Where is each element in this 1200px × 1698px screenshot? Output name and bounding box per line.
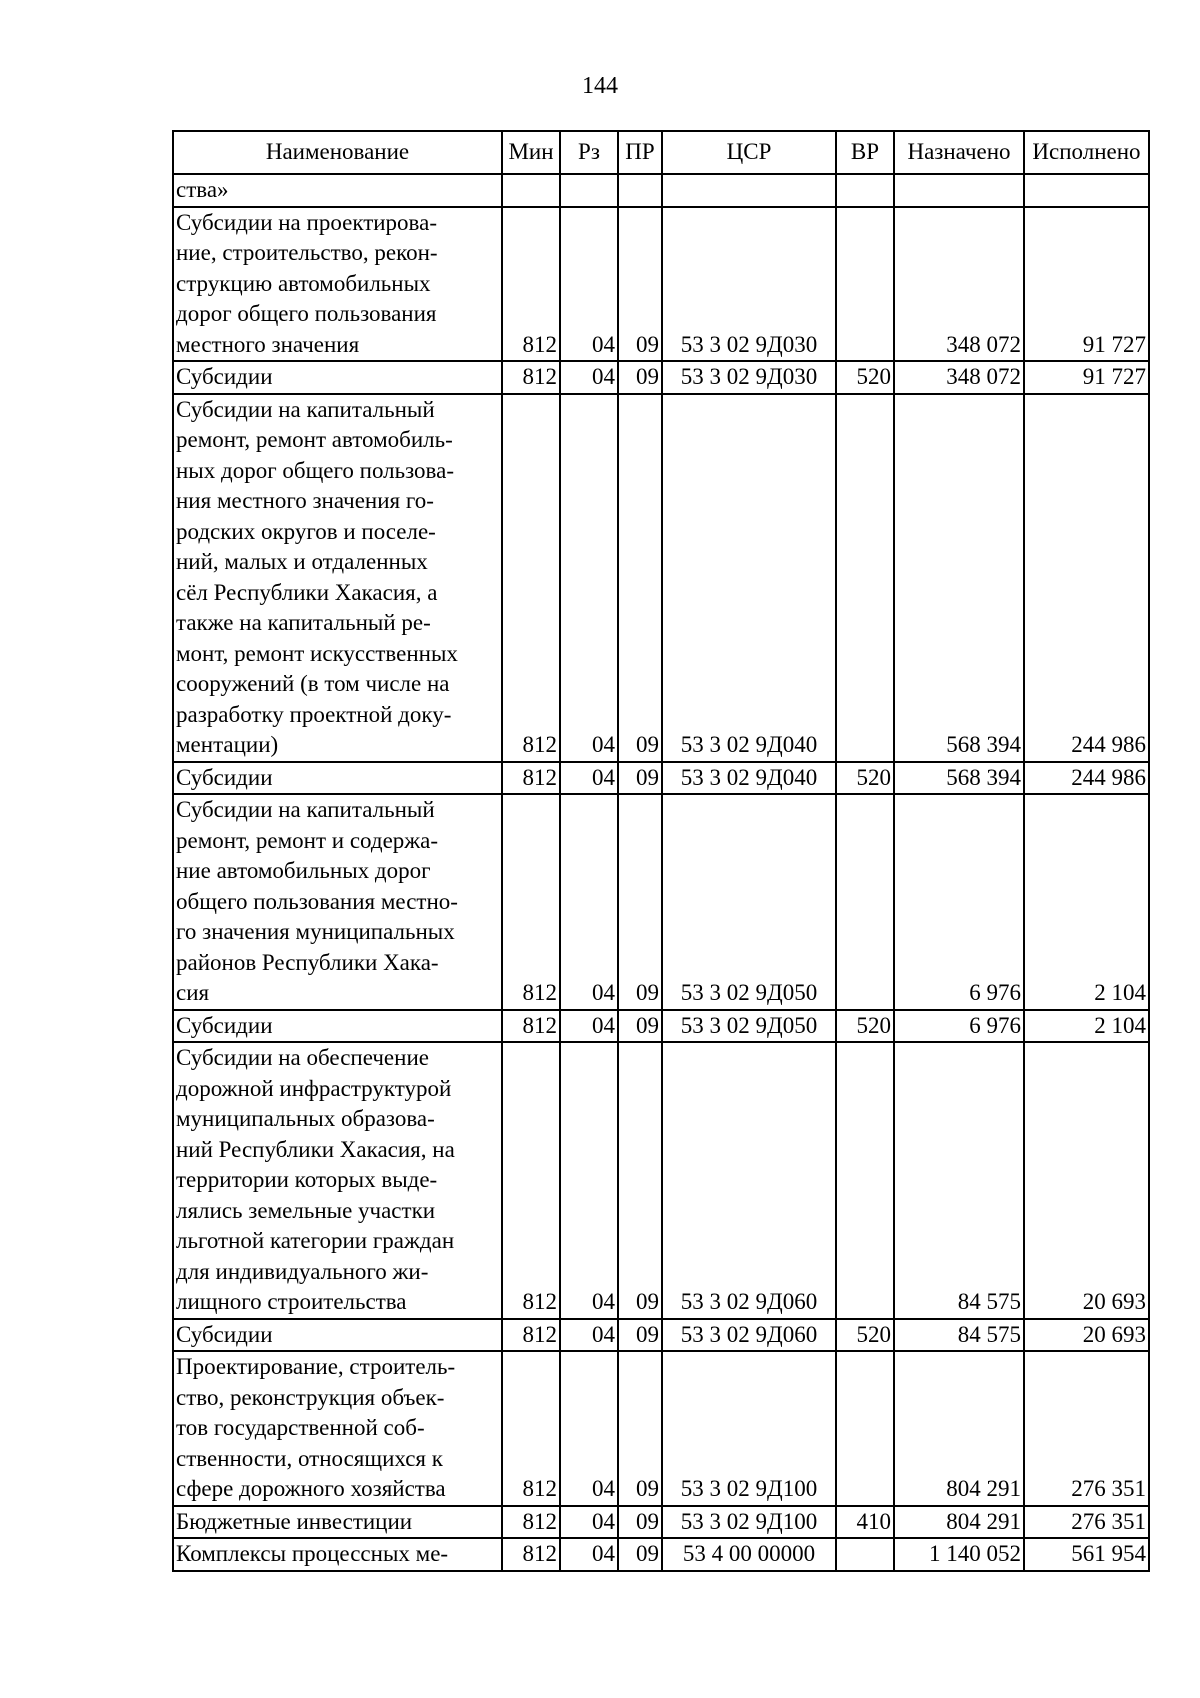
col-header-vr: ВР [836, 131, 894, 174]
cell-pr: 09 [618, 1010, 662, 1043]
cell-rz: 04 [560, 762, 618, 795]
cell-rz [560, 174, 618, 207]
cell-executed: 20 693 [1024, 1042, 1149, 1319]
cell-pr: 09 [618, 1351, 662, 1506]
cell-assigned: 84 575 [894, 1042, 1024, 1319]
budget-table [172, 130, 1150, 1572]
row-name-text: Субсидии на капитальный ремонт, ремонт автомобиль- ных дорог общего пользова- ния местного значения го- родских округов и поселе- ний, малых и отдаленных сёл Республики Хакасия, а также на капитальный ре- монт, ремонт искусственных сооружений (в том числе на разработку проектной доку- ментации) [176, 396, 458, 757]
cell-min: 812 [502, 1351, 560, 1506]
cell-rz: 04 [560, 1319, 618, 1352]
cell-rz: 04 [560, 394, 618, 762]
cell-csr: 53 3 02 9Д030 [662, 207, 836, 362]
row-name-text: ства» [176, 177, 229, 202]
table-row [173, 1506, 1149, 1539]
cell-executed: 561 954 [1024, 1538, 1149, 1571]
cell-min: 812 [502, 361, 560, 394]
cell-csr: 53 3 02 9Д030 [662, 361, 836, 394]
table-row [173, 361, 1149, 394]
cell-vr [836, 207, 894, 362]
table-header [173, 131, 1149, 174]
cell-vr [836, 174, 894, 207]
cell-vr [836, 794, 894, 1010]
cell-min: 812 [502, 1506, 560, 1539]
cell-rz: 04 [560, 1538, 618, 1571]
cell-vr [836, 1351, 894, 1506]
table-row [173, 1010, 1149, 1043]
cell-assigned [894, 174, 1024, 207]
cell-pr: 09 [618, 394, 662, 762]
cell-min [502, 174, 560, 207]
table-row [173, 1319, 1149, 1352]
col-header-executed: Исполнено [1024, 131, 1149, 174]
cell-vr: 520 [836, 1010, 894, 1043]
cell-assigned: 568 394 [894, 762, 1024, 795]
table-row [173, 1351, 1149, 1506]
cell-pr: 09 [618, 1506, 662, 1539]
cell-min: 812 [502, 1538, 560, 1571]
table-row [173, 762, 1149, 795]
cell-csr: 53 4 00 00000 [662, 1538, 836, 1571]
cell-assigned: 348 072 [894, 207, 1024, 362]
cell-vr [836, 1538, 894, 1571]
row-name-text: Субсидии на капитальный ремонт, ремонт и содержа- ние автомобильных дорог общего пользования местно- го значения муниципальных районов Республики Хака- сия [176, 797, 458, 1005]
col-header-csr: ЦСР [662, 131, 836, 174]
col-header-name: Наименование [173, 131, 502, 174]
cell-min: 812 [502, 207, 560, 362]
cell-name [173, 174, 502, 207]
row-name-text: Субсидии на проектирова- ние, строительство, рекон- струкцию автомобильных дорог общего пользования местного значения [176, 209, 438, 357]
cell-min: 812 [502, 762, 560, 795]
col-header-rz: Рз [560, 131, 618, 174]
row-name-text: Субсидии [176, 764, 273, 790]
table-body [173, 174, 1149, 1571]
cell-executed [1024, 174, 1149, 207]
cell-name [173, 1042, 502, 1319]
row-name-text: Субсидии на обеспечение дорожной инфраструктурой муниципальных образова- ний Республики Хакасия, на территории которых выде- лялись земельные участки льготной категории граждан для индивидуального жи- лищного строительства [176, 1045, 455, 1314]
cell-min: 812 [502, 794, 560, 1010]
table-row [173, 1538, 1149, 1571]
cell-rz: 04 [560, 1042, 618, 1319]
row-name-text: Бюджетные инвестиции [176, 1508, 413, 1534]
row-name-text: Комплексы процессных ме- [176, 1541, 449, 1566]
cell-assigned: 84 575 [894, 1319, 1024, 1352]
cell-rz: 04 [560, 1010, 618, 1043]
cell-name [173, 1506, 502, 1539]
table-row [173, 174, 1149, 207]
col-header-assigned: Назначено [894, 131, 1024, 174]
cell-vr [836, 1042, 894, 1319]
cell-csr: 53 3 02 9Д100 [662, 1506, 836, 1539]
cell-rz: 04 [560, 1506, 618, 1539]
cell-csr: 53 3 02 9Д060 [662, 1042, 836, 1319]
col-header-pr: ПР [618, 131, 662, 174]
cell-executed: 276 351 [1024, 1506, 1149, 1539]
col-header-min: Мин [502, 131, 560, 174]
cell-rz: 04 [560, 1351, 618, 1506]
cell-pr: 09 [618, 794, 662, 1010]
cell-executed: 276 351 [1024, 1351, 1149, 1506]
cell-pr: 09 [618, 361, 662, 394]
cell-executed: 2 104 [1024, 1010, 1149, 1043]
cell-executed: 20 693 [1024, 1319, 1149, 1352]
cell-name [173, 394, 502, 762]
cell-executed: 91 727 [1024, 207, 1149, 362]
cell-pr: 09 [618, 1538, 662, 1571]
cell-csr: 53 3 02 9Д040 [662, 762, 836, 795]
cell-name [173, 1351, 502, 1506]
cell-assigned: 6 976 [894, 794, 1024, 1010]
cell-name [173, 361, 502, 394]
header-row [173, 131, 1149, 174]
cell-rz: 04 [560, 207, 618, 362]
cell-min: 812 [502, 1010, 560, 1043]
cell-assigned: 1 140 052 [894, 1538, 1024, 1571]
cell-pr [618, 174, 662, 207]
table-row [173, 394, 1149, 762]
cell-csr: 53 3 02 9Д050 [662, 1010, 836, 1043]
cell-assigned: 804 291 [894, 1351, 1024, 1506]
cell-executed: 244 986 [1024, 394, 1149, 762]
cell-assigned: 6 976 [894, 1010, 1024, 1043]
cell-csr [662, 174, 836, 207]
page-number: 144 [582, 73, 618, 99]
cell-assigned: 348 072 [894, 361, 1024, 394]
cell-name [173, 762, 502, 795]
cell-min: 812 [502, 394, 560, 762]
cell-executed: 244 986 [1024, 762, 1149, 795]
table-row [173, 207, 1149, 362]
cell-name [173, 1010, 502, 1043]
cell-pr: 09 [618, 762, 662, 795]
cell-assigned: 568 394 [894, 394, 1024, 762]
cell-rz: 04 [560, 361, 618, 394]
row-name-text: Субсидии [176, 1012, 273, 1038]
cell-min: 812 [502, 1319, 560, 1352]
cell-pr: 09 [618, 207, 662, 362]
cell-min: 812 [502, 1042, 560, 1319]
cell-assigned: 804 291 [894, 1506, 1024, 1539]
cell-vr [836, 394, 894, 762]
row-name-text: Субсидии [176, 364, 273, 389]
table-row [173, 1042, 1149, 1319]
cell-name [173, 794, 502, 1010]
cell-name [173, 1319, 502, 1352]
cell-pr: 09 [618, 1042, 662, 1319]
cell-name [173, 1538, 502, 1571]
cell-vr: 410 [836, 1506, 894, 1539]
cell-vr: 520 [836, 1319, 894, 1352]
cell-vr: 520 [836, 762, 894, 795]
cell-executed: 2 104 [1024, 794, 1149, 1010]
cell-executed: 91 727 [1024, 361, 1149, 394]
cell-csr: 53 3 02 9Д050 [662, 794, 836, 1010]
row-name-text: Субсидии [176, 1321, 273, 1347]
table-row [173, 794, 1149, 1010]
row-name-text: Проектирование, строитель- ство, реконструкция объек- тов государственной соб- ственности, относящихся к сфере дорожного хозяйства [176, 1354, 456, 1501]
cell-csr: 53 3 02 9Д100 [662, 1351, 836, 1506]
cell-csr: 53 3 02 9Д040 [662, 394, 836, 762]
cell-pr: 09 [618, 1319, 662, 1352]
cell-rz: 04 [560, 794, 618, 1010]
cell-name [173, 207, 502, 362]
cell-csr: 53 3 02 9Д060 [662, 1319, 836, 1352]
cell-vr: 520 [836, 361, 894, 394]
